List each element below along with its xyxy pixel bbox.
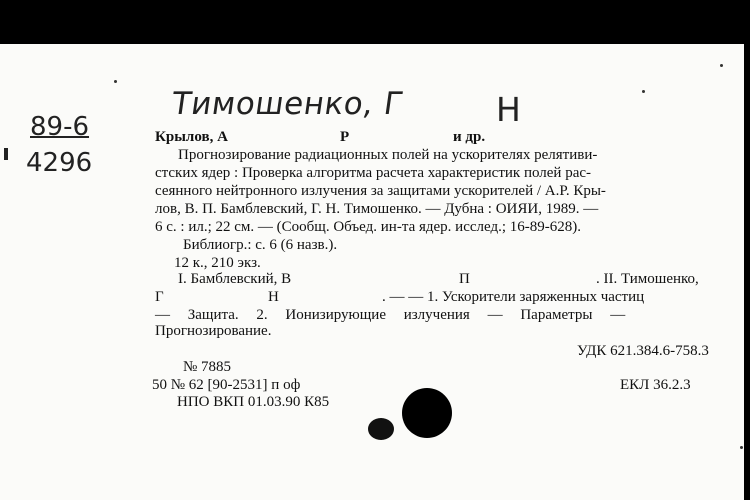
et-al: и др.: [453, 129, 486, 145]
ekl-code: ЕКЛ 36.2.3: [620, 377, 691, 393]
title-line-3: сеянного нейтронного излучения за защитами ускорителей / А.Р. Кры-: [155, 183, 606, 199]
udk-code: УДК 621.384.6-758.3: [577, 343, 709, 359]
author-heading: Крылов, А: [155, 129, 228, 145]
title-line-1: Прогнозирование радиационных полей на ускорителях релятиви-: [178, 147, 598, 163]
tracing-line-1b: П: [459, 271, 470, 287]
title-line-5: 6 с. : ил.; 22 см. — (Сообщ. Объед. ин-та ядер. исслед.; 16-89-628).: [155, 219, 581, 235]
handwritten-shelf-mark-bottom: 4296: [26, 148, 93, 178]
speck: [720, 64, 723, 67]
speck: [642, 90, 645, 93]
tracing-line-2b: Н: [268, 289, 279, 305]
bibliography-note: Библиогр.: с. 6 (6 назв.).: [183, 237, 338, 253]
copies-note: 12 к., 210 экз.: [174, 255, 261, 271]
handwritten-shelf-mark-top: 89-6: [30, 112, 90, 142]
card-edge: [744, 44, 750, 500]
handwritten-initial: Н: [496, 90, 521, 129]
tracing-line-1c: . II. Тимошенко,: [596, 271, 699, 287]
tracing-line-2c: . — — 1. Ускорители заряженных частиц: [382, 289, 645, 305]
tracing-line-4: Прогнозирование.: [155, 323, 272, 339]
handwritten-author-name: Тимошенко, Г: [169, 86, 406, 122]
tracing-line-1a: I. Бамблевский, В: [178, 271, 292, 287]
margin-mark: [4, 148, 8, 160]
tracing-line-3: — Защита. 2. Ионизирующие излучения — Параметры —: [155, 307, 626, 323]
ink-blot-small: [368, 418, 394, 440]
publisher-line: НПО ВКП 01.03.90 К85: [177, 394, 330, 410]
speck: [740, 446, 743, 449]
tracing-line-2a: Г: [155, 289, 164, 305]
order-line: 50 № 62 [90-2531] п оф: [152, 377, 301, 393]
ink-blot: [402, 388, 452, 438]
card-number: № 7885: [183, 359, 232, 375]
author-initial: Р: [340, 129, 350, 145]
speck: [114, 80, 117, 83]
title-line-4: лов, В. П. Бамблевский, Г. Н. Тимошенко. — Дубна : ОИЯИ, 1989. —: [155, 201, 599, 217]
title-line-2: стских ядер : Проверка алгоритма расчета характеристик полей рас-: [155, 165, 592, 181]
